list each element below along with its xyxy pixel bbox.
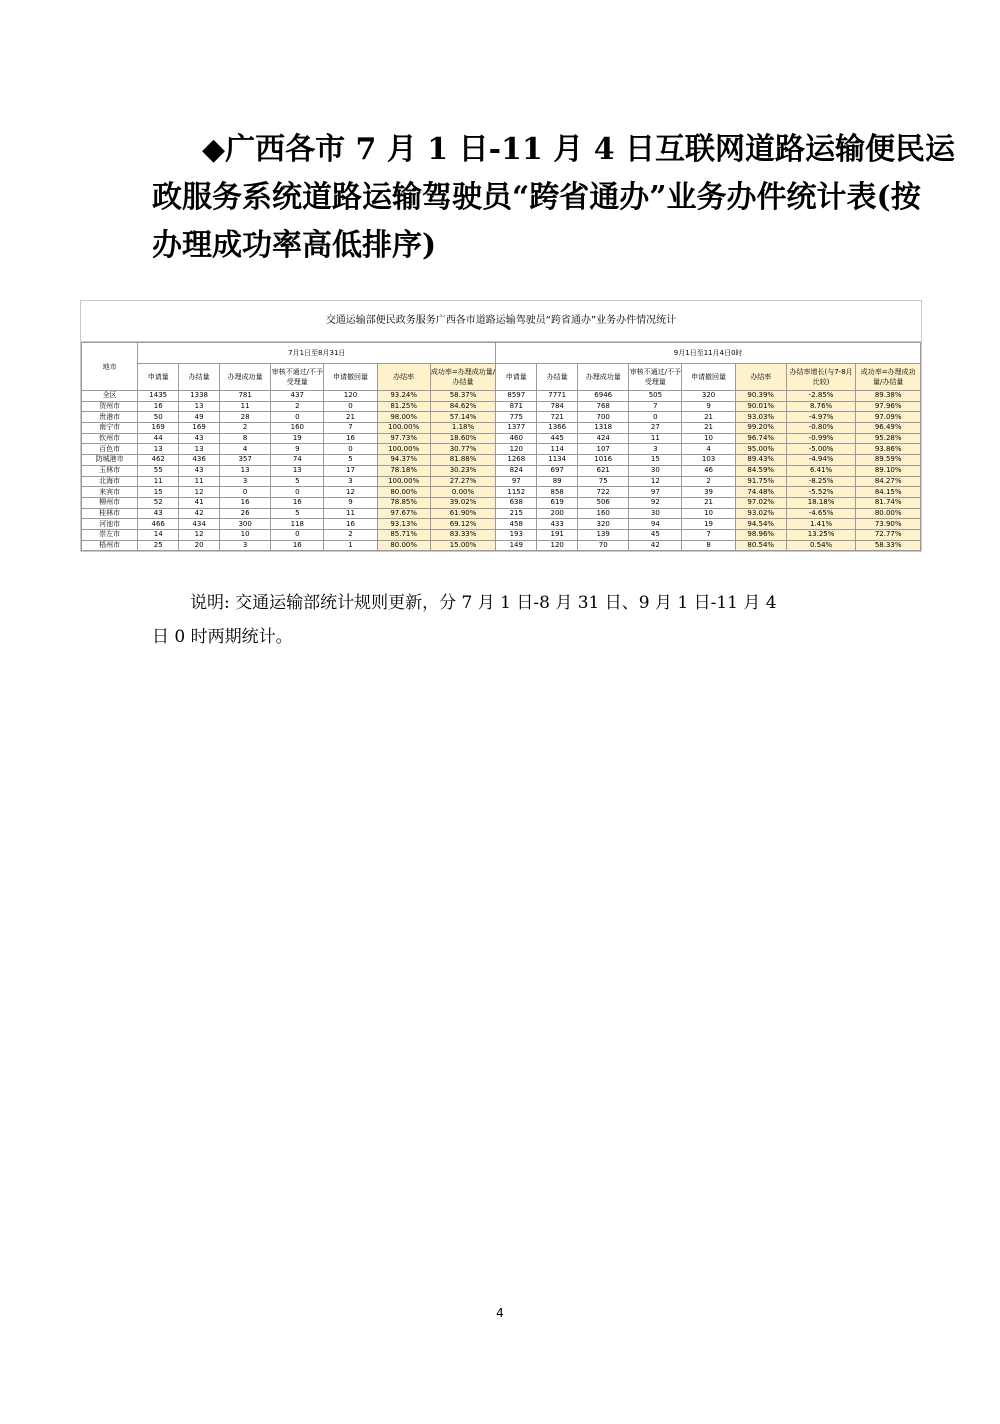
table-cell: 19 [271,433,324,444]
table-cell: 15 [138,487,179,498]
table-cell: 200 [537,508,578,519]
table-cell: 11 [629,433,682,444]
city-cell: 桂林市 [82,508,138,519]
column-header: 申请撤回量 [682,364,735,391]
city-cell: 来宾市 [82,487,138,498]
table-cell: 84.59% [735,465,786,476]
column-header: 办结率 [735,364,786,391]
table-cell: 2 [324,529,377,540]
table-cell: 619 [537,497,578,508]
table-cell: 97.96% [856,401,921,412]
table-cell: 3 [220,476,271,487]
table-cell: 621 [578,465,629,476]
column-header: 审核不通过/不予受理量 [271,364,324,391]
table-cell: 55 [138,465,179,476]
table-cell: 11 [220,401,271,412]
table-cell: 39.02% [430,497,496,508]
table-cell: 89 [537,476,578,487]
table-cell: 97.09% [856,412,921,423]
table-cell: 78.18% [377,465,430,476]
column-header: 办结量 [537,364,578,391]
table-cell: 8597 [496,391,537,402]
table-cell: 97 [629,487,682,498]
table-cell: 460 [496,433,537,444]
table-cell: 80.00% [377,487,430,498]
table-cell: 1318 [578,423,629,434]
table-row [82,519,921,530]
table-cell: 93.02% [735,508,786,519]
table-cell: 191 [537,529,578,540]
city-cell: 崇左市 [82,529,138,540]
table-cell: 15.00% [430,540,496,551]
table-cell: 3 [220,540,271,551]
statistics-table [81,342,921,551]
table-cell: 13 [138,444,179,455]
table-cell: 61.90% [430,508,496,519]
table-cell: 98.96% [735,529,786,540]
table-cell: 1366 [537,423,578,434]
table-cell: 96.49% [856,423,921,434]
table-cell: -0.99% [786,433,856,444]
table-cell: 83.33% [430,529,496,540]
table-cell: 3 [629,444,682,455]
column-header: 申请撤回量 [324,364,377,391]
table-cell: 768 [578,401,629,412]
table-cell: 78.85% [377,497,430,508]
table-cell: 84.15% [856,487,921,498]
table-cell: 0 [324,401,377,412]
table-cell: 16 [324,519,377,530]
table-row [82,497,921,508]
table-row [82,444,921,455]
table-cell: 12 [324,487,377,498]
city-cell: 河池市 [82,519,138,530]
table-cell: 16 [271,540,324,551]
table-cell: 9 [682,401,735,412]
table-cell: 97 [496,476,537,487]
city-cell: 柳州市 [82,497,138,508]
table-cell: 81.25% [377,401,430,412]
table-cell: 357 [220,455,271,466]
table-cell: 93.24% [377,391,430,402]
table-cell: 4 [220,444,271,455]
table-cell: 49 [179,412,220,423]
table-cell: 13 [179,401,220,412]
table-cell: 93.03% [735,412,786,423]
table-cell: 75 [578,476,629,487]
table-cell: 21 [324,412,377,423]
table-cell: 13 [271,465,324,476]
table-cell: 91.75% [735,476,786,487]
column-header: 办理成功量 [220,364,271,391]
table-row [82,455,921,466]
table-cell: 1377 [496,423,537,434]
period-1-header: 7月1日至8月31日 [138,343,496,364]
table-cell: 89.10% [856,465,921,476]
table-cell: 50 [138,412,179,423]
table-cell: 506 [578,497,629,508]
period-2-header: 9月1日至11月4日0时 [496,343,921,364]
table-cell: 74.48% [735,487,786,498]
table-cell: 9 [271,444,324,455]
table-cell: 215 [496,508,537,519]
table-cell: 1.41% [786,519,856,530]
city-cell: 贵港市 [82,412,138,423]
table-cell: 16 [220,497,271,508]
table-cell: 84.27% [856,476,921,487]
heading-line-2: 政服务系统道路运输驾驶员“跨省通办”业务办件统计表(按 [152,180,921,215]
table-cell: 12 [179,529,220,540]
city-cell: 梧州市 [82,540,138,551]
table-cell: -8.25% [786,476,856,487]
table-cell: 9 [324,497,377,508]
table-cell: 462 [138,455,179,466]
table-cell: 721 [537,412,578,423]
table-row [82,465,921,476]
table-cell: 4 [682,444,735,455]
table-cell: 722 [578,487,629,498]
table-cell: 21 [682,497,735,508]
heading-line-1 [152,126,956,174]
page-number: 4 [496,1306,504,1320]
table-cell: 169 [138,423,179,434]
table-cell: 858 [537,487,578,498]
table-cell: 433 [537,519,578,530]
note-line-1: 说明: 交通运输部统计规则更新，分 7 月 1 日-8 月 31 日、9 月 1 日-11 月 4 [190,593,777,613]
table-cell: 43 [179,465,220,476]
column-header: 申请量 [138,364,179,391]
table-cell: 2 [682,476,735,487]
table-cell: 97.67% [377,508,430,519]
table-cell: 28 [220,412,271,423]
table-cell: -4.94% [786,455,856,466]
table-cell: 30.77% [430,444,496,455]
table-cell: 93.86% [856,444,921,455]
table-cell: 42 [179,508,220,519]
table-cell: 118 [271,519,324,530]
table-cell: 15 [629,455,682,466]
city-cell: 北海市 [82,476,138,487]
table-cell: 300 [220,519,271,530]
table-row [82,391,921,402]
table-cell: 320 [578,519,629,530]
table-cell: 43 [138,508,179,519]
table-cell: 42 [629,540,682,551]
table-cell: 10 [682,433,735,444]
city-cell: 玉林市 [82,465,138,476]
table-cell: 1338 [179,391,220,402]
table-cell: 90.39% [735,391,786,402]
table-cell: 7 [324,423,377,434]
table-cell: 80.00% [856,508,921,519]
table-cell: 10 [220,529,271,540]
table-cell: 89.38% [856,391,921,402]
table-cell: 95.28% [856,433,921,444]
table-row [82,433,921,444]
table-cell: 458 [496,519,537,530]
table-cell: 74 [271,455,324,466]
table-cell: 30 [629,465,682,476]
table-cell: 96.74% [735,433,786,444]
table-cell: 871 [496,401,537,412]
table-cell: 97.02% [735,497,786,508]
column-header: 办结率 [377,364,430,391]
heading-line-3: 办理成功率高低排序) [152,228,437,263]
table-cell: 169 [179,423,220,434]
table-cell: 160 [578,508,629,519]
table-cell: 103 [682,455,735,466]
table-cell: 17 [324,465,377,476]
table-cell: 70 [578,540,629,551]
column-header: 审核不通过/不予受理量 [629,364,682,391]
table-cell: 44 [138,433,179,444]
table-cell: 72.77% [856,529,921,540]
table-cell: 781 [220,391,271,402]
table-cell: 5 [271,476,324,487]
table-row [82,423,921,434]
table-cell: 30 [629,508,682,519]
table-cell: 27.27% [430,476,496,487]
table-cell: 13.25% [786,529,856,540]
table-cell: 445 [537,433,578,444]
table-cell: 466 [138,519,179,530]
column-header: 申请量 [496,364,537,391]
table-cell: 16 [271,497,324,508]
city-cell: 百色市 [82,444,138,455]
table-cell: 6946 [578,391,629,402]
table-cell: 89.43% [735,455,786,466]
table-cell: 824 [496,465,537,476]
table-cell: 100.00% [377,444,430,455]
table-cell: 45 [629,529,682,540]
table-cell: 58.37% [430,391,496,402]
table-cell: 39 [682,487,735,498]
table-cell: 16 [324,433,377,444]
note-line-2: 日 0 时两期统计。 [152,627,293,647]
table-cell: 3 [324,476,377,487]
column-header: 办理成功量 [578,364,629,391]
table-cell: 41 [179,497,220,508]
table-cell: 7771 [537,391,578,402]
table-cell: 14 [138,529,179,540]
city-header: 地市 [82,343,138,391]
table-cell: 90.01% [735,401,786,412]
table-cell: 7 [682,529,735,540]
table-cell: 57.14% [430,412,496,423]
city-cell: 防城港市 [82,455,138,466]
table-cell: 81.74% [856,497,921,508]
table-cell: 11 [324,508,377,519]
table-row [82,401,921,412]
table-cell: 0 [271,529,324,540]
table-cell: 1134 [537,455,578,466]
table-row [82,508,921,519]
table-cell: 638 [496,497,537,508]
table-cell: 437 [271,391,324,402]
table-cell: 58.33% [856,540,921,551]
table-cell: 7 [629,401,682,412]
table-cell: 149 [496,540,537,551]
table-cell: 100.00% [377,476,430,487]
table-cell: 94.54% [735,519,786,530]
city-cell: 钦州市 [82,433,138,444]
table-cell: 193 [496,529,537,540]
table-cell: 69.12% [430,519,496,530]
table-cell: 81.88% [430,455,496,466]
table-cell: 120 [496,444,537,455]
table-cell: 107 [578,444,629,455]
table-cell: 1.18% [430,423,496,434]
table-cell: 52 [138,497,179,508]
table-cell: 120 [537,540,578,551]
table-cell: 1 [324,540,377,551]
table-cell: 1152 [496,487,537,498]
table-caption: 交通运输部便民政务服务广西各市道路运输驾驶员“跨省通办”业务办件情况统计 [81,301,921,342]
table-cell: 1268 [496,455,537,466]
table-cell: 6.41% [786,465,856,476]
table-row [82,540,921,551]
table-cell: 5 [271,508,324,519]
table-cell: 18.60% [430,433,496,444]
table-cell: 1435 [138,391,179,402]
table-row [82,529,921,540]
table-cell: 19 [682,519,735,530]
table-cell: 784 [537,401,578,412]
table-row [82,487,921,498]
table-cell: 697 [537,465,578,476]
table-cell: 12 [629,476,682,487]
table-cell: 92 [629,497,682,508]
table-cell: 12 [179,487,220,498]
table-cell: 434 [179,519,220,530]
table-cell: 20 [179,540,220,551]
table-cell: 93.13% [377,519,430,530]
table-cell: -5.00% [786,444,856,455]
table-cell: 320 [682,391,735,402]
table-cell: 1016 [578,455,629,466]
city-cell: 贺州市 [82,401,138,412]
table-cell: 0 [271,487,324,498]
table-cell: -4.65% [786,508,856,519]
statistics-table-container [80,300,922,552]
table-cell: 46 [682,465,735,476]
column-header-row [82,364,921,391]
table-cell: 2 [220,423,271,434]
table-cell: 89.59% [856,455,921,466]
table-cell: 775 [496,412,537,423]
diamond-bullet-icon: ◆ [202,132,226,167]
table-cell: 8.76% [786,401,856,412]
table-cell: 160 [271,423,324,434]
table-cell: 8 [220,433,271,444]
table-cell: 700 [578,412,629,423]
table-cell: 21 [682,423,735,434]
table-cell: 18.18% [786,497,856,508]
table-body [82,391,921,551]
table-cell: 8 [682,540,735,551]
table-cell: 97.73% [377,433,430,444]
table-cell: 98.00% [377,412,430,423]
document-heading [152,126,956,270]
column-header: 成功率=办理成功量/办结量 [856,364,921,391]
table-cell: 95.00% [735,444,786,455]
table-cell: 25 [138,540,179,551]
table-cell: 505 [629,391,682,402]
table-cell: 94.37% [377,455,430,466]
table-cell: 80.00% [377,540,430,551]
table-cell: 5 [324,455,377,466]
table-cell: 30.23% [430,465,496,476]
table-cell: 0 [220,487,271,498]
city-cell: 全区 [82,391,138,402]
table-cell: 21 [682,412,735,423]
city-cell: 南宁市 [82,423,138,434]
table-cell: 26 [220,508,271,519]
table-cell: 13 [220,465,271,476]
column-header: 办结量 [179,364,220,391]
table-cell: 27 [629,423,682,434]
table-cell: -2.85% [786,391,856,402]
column-header: 办结率增长(与7-8月比较) [786,364,856,391]
table-cell: 10 [682,508,735,519]
table-cell: -5.52% [786,487,856,498]
table-cell: 11 [179,476,220,487]
table-cell: 0 [324,444,377,455]
table-cell: 0.00% [430,487,496,498]
table-cell: 114 [537,444,578,455]
table-cell: 100.00% [377,423,430,434]
table-row [82,476,921,487]
column-header: 成功率=办理成功量/办结量 [430,364,496,391]
table-cell: 43 [179,433,220,444]
table-cell: -0.80% [786,423,856,434]
table-cell: 85.71% [377,529,430,540]
heading-text-1: 广西各市 7 月 1 日-11 月 4 日互联网道路运输便民运 [225,132,956,167]
table-cell: 73.90% [856,519,921,530]
table-cell: 13 [179,444,220,455]
table-cell: 0 [629,412,682,423]
table-cell: 80.54% [735,540,786,551]
table-cell: 139 [578,529,629,540]
table-cell: 436 [179,455,220,466]
table-cell: -4.97% [786,412,856,423]
table-cell: 0 [271,412,324,423]
table-cell: 94 [629,519,682,530]
table-cell: 11 [138,476,179,487]
table-cell: 120 [324,391,377,402]
table-cell: 84.62% [430,401,496,412]
table-cell: 99.20% [735,423,786,434]
table-cell: 16 [138,401,179,412]
table-cell: 2 [271,401,324,412]
table-cell: 0.54% [786,540,856,551]
table-cell: 424 [578,433,629,444]
explanatory-note [152,586,862,654]
table-row [82,412,921,423]
